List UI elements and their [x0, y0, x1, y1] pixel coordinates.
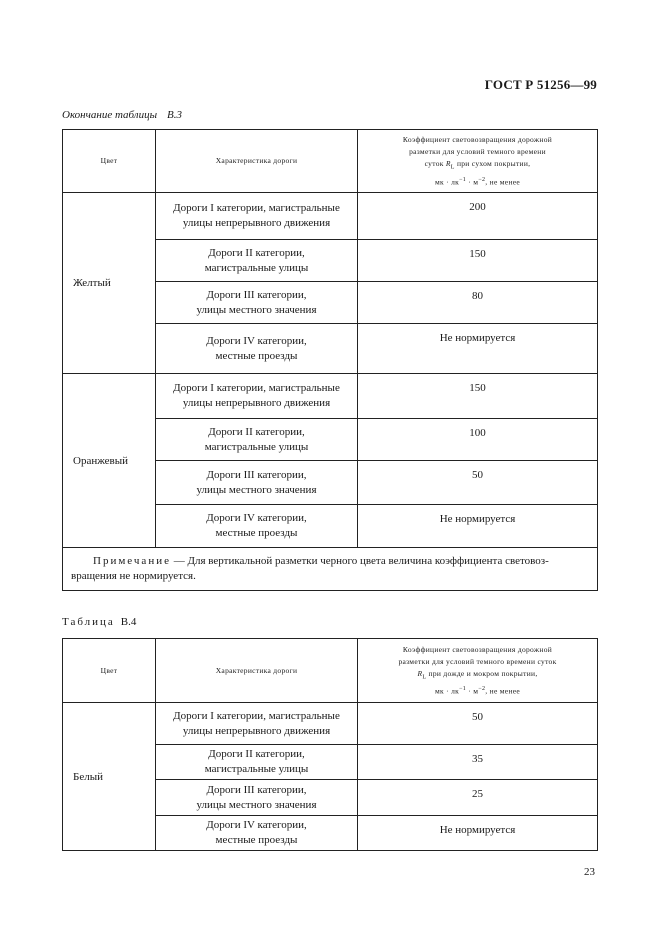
color-cell: Оранжевый [63, 374, 156, 548]
table-row [63, 374, 598, 419]
coefficient-value: Не нормируется [358, 816, 598, 851]
header-characteristic: Характеристика дороги [156, 130, 358, 193]
road-characteristic: Дороги III категории, улицы местного значения [156, 461, 358, 505]
coefficient-value: 100 [358, 419, 598, 461]
coefficient-value: 50 [358, 461, 598, 505]
color-cell: Желтый [63, 193, 156, 374]
header-coefficient: Коэффициент световозвращения дорожной разметки для условий темного времени суток $R_L$ при дожде и мокром покрытии, мк · $лк^{-1} \cdot м^{-2}$, не менее [358, 639, 598, 703]
road-characteristic: Дороги IV категории, местные проезды [156, 505, 358, 548]
color-cell: Белый [63, 703, 156, 851]
road-characteristic: Дороги I категории, магистральные улицы непрерывного движения [156, 374, 358, 419]
coefficient-value: 50 [358, 703, 598, 745]
coefficient-value: Не нормируется [358, 505, 598, 548]
road-characteristic: Дороги III категории, улицы местного значения [156, 780, 358, 816]
coefficient-value: 25 [358, 780, 598, 816]
table-row [63, 193, 598, 240]
table1-caption: Окончание таблицы В.3 [62, 109, 183, 121]
road-characteristic: Дороги I категории, магистральные улицы непрерывного движения [156, 193, 358, 240]
header-characteristic: Характеристика дороги [156, 639, 358, 703]
road-characteristic: Дороги III категории, улицы местного значения [156, 282, 358, 324]
road-characteristic: Дороги II категории, магистральные улицы [156, 419, 358, 461]
page-number: 23 [584, 866, 595, 878]
table2-caption: Таблица В.4 [62, 616, 137, 628]
header-coefficient: Коэффициент световозвращения дорожной разметки для условий темного времени суток $R_L$ при сухом покрытии, мк · $лк^{-1} \cdot м^{-2}$, не менее [358, 130, 598, 193]
coefficient-value: 150 [358, 374, 598, 419]
road-characteristic: Дороги II категории, магистральные улицы [156, 745, 358, 780]
coefficient-value: 35 [358, 745, 598, 780]
table-row [63, 703, 598, 745]
header-color: Цвет [63, 639, 156, 703]
road-characteristic: Дороги IV категории, местные проезды [156, 324, 358, 374]
document-code: ГОСТ Р 51256—99 [484, 77, 597, 92]
table-note: Примечание — Для вертикальной разметки черного цвета величина коэффициента световоз- вращения не нормируется. [63, 548, 598, 591]
road-characteristic: Дороги II категории, магистральные улицы [156, 240, 358, 282]
coefficient-value: Не нормируется [358, 324, 598, 374]
road-characteristic: Дороги I категории, магистральные улицы непрерывного движения [156, 703, 358, 745]
header-color: Цвет [63, 130, 156, 193]
table-header-row [63, 639, 598, 703]
table-header-row [63, 130, 598, 193]
road-characteristic: Дороги IV категории, местные проезды [156, 816, 358, 851]
coefficient-value: 80 [358, 282, 598, 324]
coefficient-value: 150 [358, 240, 598, 282]
note-row [63, 548, 598, 591]
table-b4 [62, 638, 598, 851]
coefficient-value: 200 [358, 193, 598, 240]
table-b3 [62, 129, 598, 591]
